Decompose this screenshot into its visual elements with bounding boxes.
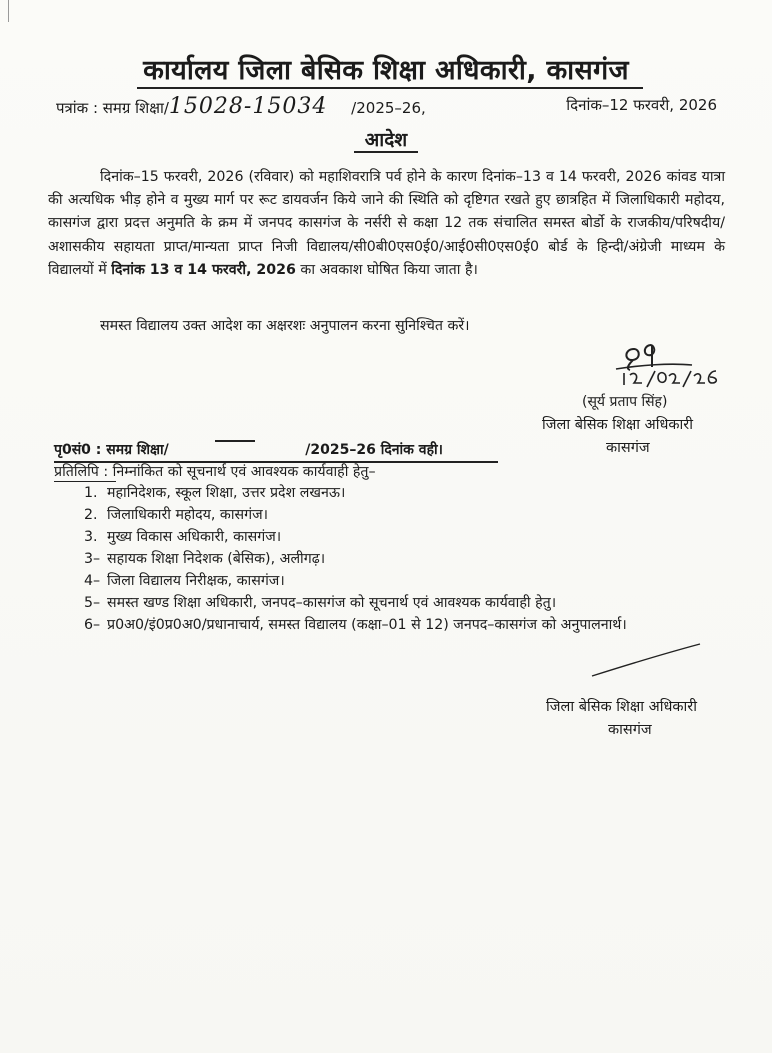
footer-place: कासगंज [608,722,652,738]
compliance-instruction: समस्त विद्यालय उक्त आदेश का अक्षरशः अनुपालन करना सुनिश्चित करें। [100,318,470,334]
ref-suffix: /2025–26, [351,99,426,117]
list-item-number: 3. [84,529,98,545]
list-item-number: 4– [84,573,101,589]
order-body [48,166,725,282]
list-item-number: 1. [84,485,98,501]
list-item [84,482,627,504]
list-item-text: जिला विद्यालय निरीक्षक, कासगंज। [107,573,285,589]
list-item-text: सहायक शिक्षा निदेशक (बेसिक), अलीगढ़। [107,551,326,567]
issue-date: दिनांक–12 फरवरी, 2026 [566,96,717,114]
list-item [84,526,627,548]
handwritten-signature [600,335,720,395]
list-item-number: 2. [84,507,98,523]
list-item [84,614,627,636]
order-heading-underline [354,151,418,153]
copy-ref-prefix: पृ0सं0 : समग्र शिक्षा/ [54,442,169,458]
ref-prefix: पत्रांक : समग्र शिक्षा/ [56,99,169,117]
list-item-number: 6– [84,617,101,633]
list-item [84,548,627,570]
copy-intro: प्रतिलिपि : निम्नांकित को सूचनार्थ एवं आवश्यक कार्यवाही हेतु– [54,464,376,480]
page-crease [8,0,9,22]
copy-ref-suffix: /2025–26 दिनांक वही। [305,442,443,458]
order-body-start: दिनांक–15 फरवरी, 2026 (रविवार) को महाशिवरात्रि पर्व होने के कारण दिनांक–13 व 14 फरवरी, 2026 कांवड यात्रा की अत्यधिक भीड़ होने व मुख्य मार्ग पर रूट डायवर्जन किये जाने की स्थिति को दृष्टिगत रखते हुए छात्रहित में जिलाधिकारी महोदय, कासगंज द्वारा प्रदत्त अनुमति के क्रम में जनपद कासगंज के नर्सरी से कक्षा 12 तक संचालित समस्त बोर्डो के राजकीय/परिषदीय/अशासकीय सहायता प्राप्त/मान्यता प्राप्त निजी विद्यालय/सी0बी0एस0ई0/आई0सी0एस0ई0 बोर्ड के हिन्दी/अंग्रेजी माध्यम के विद्यालयों में [48,169,725,278]
blank-number-dash [215,440,255,442]
list-item-text: जिलाधिकारी महोदय, कासगंज। [107,507,268,523]
list-item-number: 5– [84,595,101,611]
office-title: कार्यालय जिला बेसिक शिक्षा अधिकारी, कासगंज [143,55,629,86]
officer-designation: जिला बेसिक शिक्षा अधिकारी [542,417,693,433]
officer-place: कासगंज [606,440,650,456]
copy-reference-line [54,440,504,459]
office-title-underline [137,87,643,89]
order-body-end: का अवकाश घोषित किया जाता है। [295,261,478,278]
list-item-number: 3– [84,551,101,567]
list-item-text: महानिदेशक, स्कूल शिक्षा, उत्तर प्रदेश लखनऊ। [107,485,346,501]
list-item-text: समस्त खण्ड शिक्षा अधिकारी, जनपद–कासगंज को सूचनार्थ एवं आवश्यक कार्यवाही हेतु। [107,595,557,611]
handwritten-ref-number: 15028-15034 [168,94,328,119]
list-item-text: प्र0अ0/इं0प्र0अ0/प्रधानाचार्य, समस्त विद्यालय (कक्षा–01 से 12) जनपद–कासगंज को अनुपालनार्थ। [107,617,627,633]
officer-name: (सूर्य प्रताप सिंह) [582,394,668,410]
order-body-bold: दिनांक 13 व 14 फरवरी, 2026 [111,261,296,278]
list-item [84,504,627,526]
order-heading: आदेश [364,129,408,151]
list-item-text: मुख्य विकास अधिकारी, कासगंज। [107,529,282,545]
footer-designation: जिला बेसिक शिक्षा अधिकारी [546,699,697,715]
signature-stroke [590,640,710,680]
list-item [84,592,627,614]
list-item [84,570,627,592]
copy-recipient-list [84,482,627,636]
